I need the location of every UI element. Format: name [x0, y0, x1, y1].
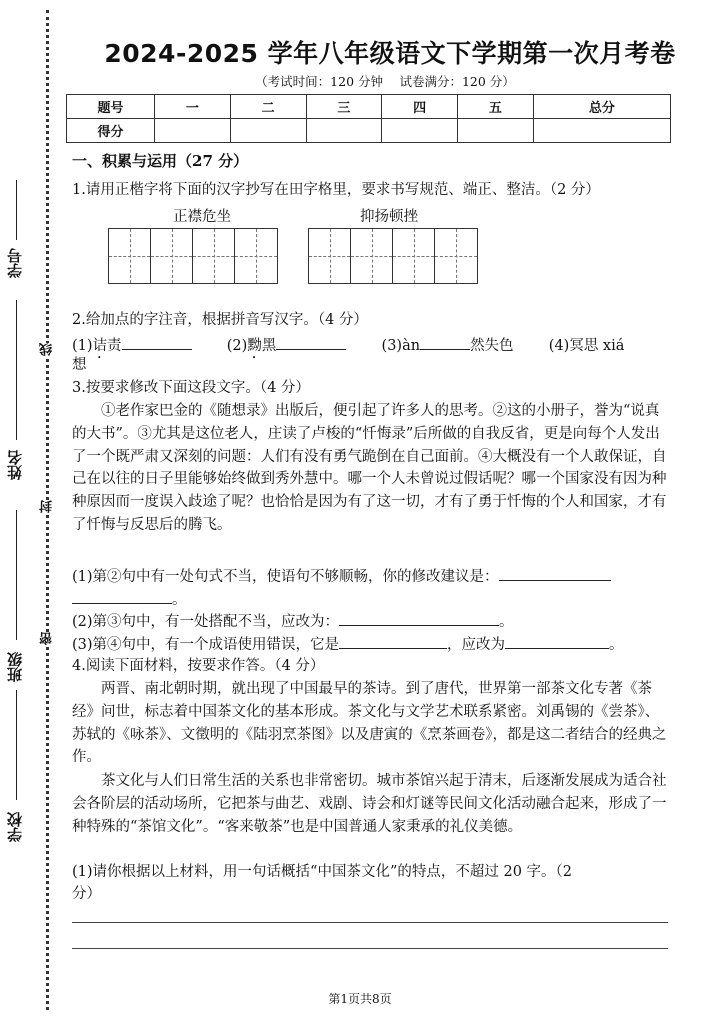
- question-4-para-2: 茶文化与人们日常生活的关系也非常密切。城市茶馆兴起于清末，后逐渐发展成为适合社会各阶层的活动场所，它把茶与曲艺、戏剧、诗会和灯谜等民间文化活动融合起来，形成了一种特殊的“茶馆文化”。“客来敬茶”也是中国普通人家秉承的礼仪美德。: [72, 773, 667, 835]
- score-header-cell: 一: [155, 95, 231, 119]
- q2-answer-1[interactable]: [122, 334, 192, 350]
- q3-answer-3a[interactable]: [339, 633, 447, 649]
- score-header-cell: 三: [306, 95, 382, 119]
- q2-item-2-dotted: 黝: [247, 338, 262, 354]
- page-footer: 第1页共8页: [328, 992, 392, 1006]
- question-3-passage: ①老作家巴金的《随想录》出版后，便引起了许多人的思考。②这的小册子，誉为“说真的大书”。③尤其是这位老人，庄读了卢梭的“忏悔录”后所做的自我反省，更是向每个人发出了一个既严肃又深刻的问题：人们有没有勇气跪倒在自己面前。④大概没有一个人敢保证，自己在以往的日子里能够始终做到秀外慧中。哪一个人未曾说过假话呢？哪一个国家没有因为种种原因而一度误入歧途了呢？也恰恰是因为有了这一切，才有了勇于忏悔的个人和国家，才有了忏悔与反思后的腾飞。: [72, 403, 667, 533]
- class-label: 班级: [6, 652, 24, 682]
- q3-answer-1[interactable]: [499, 565, 611, 581]
- q2-item-4: (4)冥思 xiá: [548, 338, 625, 354]
- question-4-para-1: 两晋、南北朝时期，就出现了中国最早的茶诗。到了唐代，世界第一部茶文化专著《茶经》问世，标志着中国茶文化的基本形成。茶文化与文学艺术联系紧密。刘禹锡的《尝茶》、苏轼的《咏茶》、文徵明的《陆羽烹茶图》以及唐寅的《烹茶画卷》，都是这二者结合的经典之作。: [72, 681, 667, 766]
- student-id-line: [16, 180, 17, 240]
- section-heading: 一、积累与运用（27 分）: [72, 152, 249, 170]
- score-table-header-row: [67, 95, 671, 119]
- q2-item-2-num: (2): [226, 338, 248, 354]
- score-cell[interactable]: [533, 119, 670, 143]
- exam-title: 2024-2025 学年八年级语文下学期第一次月考卷: [104, 39, 676, 68]
- question-4-text: 4.阅读下面材料，按要求作答。（4 分）: [72, 658, 325, 674]
- q2-item-1-num: (1): [72, 338, 93, 354]
- grid-cell[interactable]: [193, 229, 235, 283]
- q4-answer-line-2[interactable]: [72, 948, 668, 949]
- q3-sub-3-text-b: ，应改为: [447, 637, 506, 653]
- grid-cell[interactable]: [435, 229, 477, 283]
- q2-answer-2[interactable]: [276, 334, 346, 350]
- question-2-text: 2.给加点的字注音，根据拼音写汉字。（4 分）: [72, 312, 368, 328]
- school-label: 学校: [6, 812, 24, 842]
- score-table-score-row: [67, 119, 671, 143]
- q2-item-1-rest: 责: [107, 338, 122, 354]
- copy-word-2: 抑扬顿挫: [360, 209, 418, 225]
- tianzige-grid-1[interactable]: [108, 228, 278, 284]
- score-table: [66, 94, 671, 143]
- score-cell[interactable]: [230, 119, 306, 143]
- tianzige-grid-2[interactable]: [308, 228, 478, 284]
- score-header-cell: 二: [230, 95, 306, 119]
- q4-sub-1-wrap: 分）: [72, 886, 101, 902]
- q4-answer-line-1[interactable]: [72, 922, 668, 923]
- score-header-cell: 总分: [533, 95, 670, 119]
- grid-cell[interactable]: [309, 229, 351, 283]
- grid-cell[interactable]: [351, 229, 393, 283]
- q3-sub-1: [72, 565, 611, 587]
- exam-subtitle: （考试时间：120 分钟 试卷满分：120 分）: [255, 74, 515, 89]
- class-line: [16, 510, 17, 640]
- score-header-cell: 题号: [67, 95, 155, 119]
- score-cell[interactable]: [458, 119, 534, 143]
- question-2-items: [72, 334, 624, 362]
- q3-answer-3b[interactable]: [505, 633, 609, 649]
- q3-sub-1-text: (1)第②句中有一处句式不当，使语句不够顺畅，你的修改建议是：: [72, 569, 499, 585]
- q3-sub-1-cont: [72, 588, 187, 610]
- grid-cell[interactable]: [393, 229, 435, 283]
- student-id-label: 学号: [6, 248, 24, 278]
- score-cell[interactable]: [306, 119, 382, 143]
- q2-item-3-num: (3)àn: [381, 338, 421, 354]
- score-cell[interactable]: [155, 119, 231, 143]
- question-1-text: 1.请用正楷字将下面的汉字抄写在田字格里，要求书写规范、端正、整洁。（2 分）: [72, 182, 600, 198]
- score-header-cell: 四: [382, 95, 458, 119]
- q2-item-3-rest: 然失色: [470, 338, 514, 354]
- question-3-text: 3.按要求修改下面这段文字。（4 分）: [72, 380, 310, 396]
- q2-item-1-dotted: 诘: [92, 338, 108, 354]
- q3-sub-2: [72, 610, 514, 632]
- student-name-label: 姓名: [6, 450, 24, 480]
- score-row-label: 得分: [67, 119, 155, 143]
- seal-line-char: 线: [40, 343, 55, 356]
- q3-sub-3-end: 。: [609, 637, 624, 653]
- q3-sub-3: [72, 633, 624, 655]
- seal-secret-char: 密: [40, 632, 55, 645]
- school-line: [16, 690, 17, 800]
- q3-sub-2-text: (2)第③句中，有一处搭配不当，应改为：: [72, 614, 340, 630]
- seal-seal-char: 封: [40, 500, 55, 513]
- score-header-cell: 五: [458, 95, 534, 119]
- q2-item-2-rest: 黑: [261, 338, 277, 354]
- q3-answer-2[interactable]: [339, 610, 499, 626]
- q2-answer-3[interactable]: [420, 334, 470, 350]
- q3-sub-2-end: 。: [499, 614, 514, 630]
- grid-cell[interactable]: [151, 229, 193, 283]
- q4-sub-1: (1)请你根据以上材料，用一句话概括“中国茶文化”的特点，不超过 20 字。（2: [72, 864, 573, 880]
- q3-answer-1-cont[interactable]: [72, 588, 172, 604]
- score-cell[interactable]: [382, 119, 458, 143]
- q3-sub-3-text-a: (3)第④句中，有一个成语使用错误，它是: [72, 637, 340, 653]
- copy-word-1: 正襟危坐: [173, 209, 231, 225]
- grid-cell[interactable]: [235, 229, 277, 283]
- grid-cell[interactable]: [109, 229, 151, 283]
- q2-item-4-wrap: 想: [72, 357, 87, 373]
- q3-sub-1-end: 。: [172, 592, 187, 608]
- student-name-line: [16, 300, 17, 440]
